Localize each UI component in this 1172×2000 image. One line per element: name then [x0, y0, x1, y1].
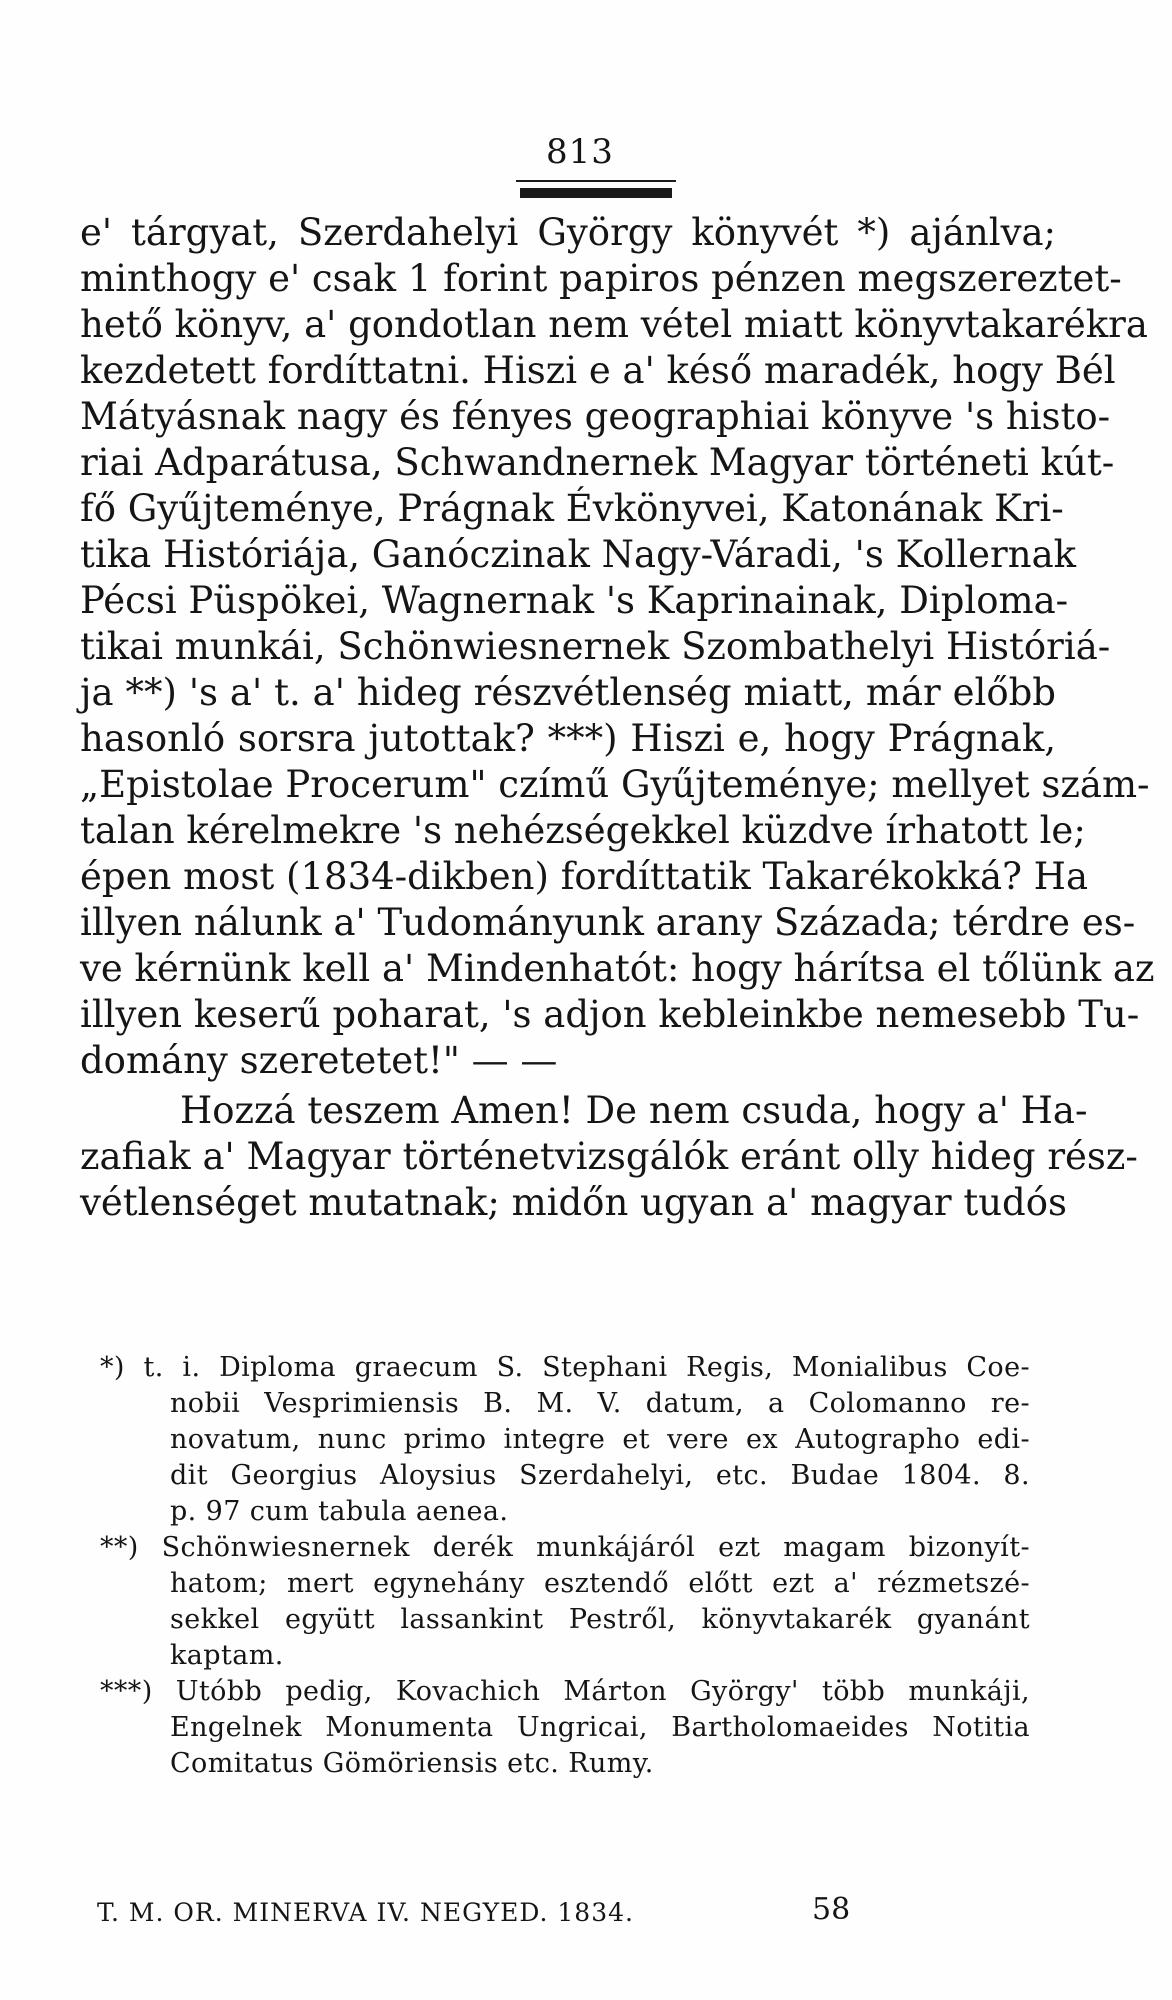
- body-line: illyen nálunk a' Tudományunk arany Százada; térdre es-: [80, 901, 1136, 944]
- footnote-line: nobii Vesprimiensis B. M. V. datum, a Colomanno re-: [170, 1388, 1030, 1419]
- body-line: illyen keserű poharat, 's adjon kebleinkbe nemesebb Tu-: [80, 993, 1140, 1036]
- footnote-line: **) Schönwiesnernek derék munkájáról ezt magam bizonyít-: [100, 1532, 1030, 1563]
- body-line: domány szeretetet!" — —: [80, 1039, 558, 1082]
- body-line: Mátyásnak nagy és fényes geographiai könyve 's histo-: [80, 395, 1111, 438]
- body-line: riai Adparátusa, Schwandnernek Magyar történeti kút-: [80, 441, 1115, 484]
- footnote-line: dit Georgius Aloysius Szerdahelyi, etc. Budae 1804. 8.: [170, 1460, 1030, 1491]
- page-number: 813: [546, 132, 614, 172]
- body-line: Hozzá teszem Amen! De nem csuda, hogy a' Ha-: [180, 1089, 1088, 1132]
- footnote-line: sekkel együtt lassankint Pestről, könyvtakarék gyanánt: [170, 1604, 1030, 1635]
- body-line: kezdetett fordíttatni. Hiszi e a' késő maradék, hogy Bél: [80, 349, 1116, 392]
- footnote-line: p. 97 cum tabula aenea.: [170, 1496, 509, 1527]
- printer-signature: T. M. OR. MINERVA IV. NEGYED. 1834.: [97, 1898, 634, 1927]
- footnote-line: *) t. i. Diploma graecum S. Stephani Regis, Monialibus Coe-: [100, 1352, 1030, 1383]
- body-line: „Epistolae Procerum" czímű Gyűjteménye; mellyet szám-: [80, 763, 1150, 806]
- footnote-line: Comitatus Gömöriensis etc. Rumy.: [170, 1748, 654, 1779]
- body-line: ja **) 's a' t. a' hideg részvétlenség miatt, már előbb: [80, 671, 1056, 714]
- body-line: fő Gyűjteménye, Prágnak Évkönyvei, Katonának Kri-: [80, 487, 1064, 530]
- body-line: tika Históriája, Ganóczinak Nagy-Váradi, 's Kollernak: [80, 533, 1077, 576]
- header-rule-thin: [516, 180, 676, 182]
- body-line: tikai munkái, Schönwiesnernek Szombathelyi Históriá-: [80, 625, 1111, 668]
- signature-number: 58: [812, 1892, 851, 1927]
- body-line: épen most (1834-dikben) fordíttatik Takarékokká? Ha: [80, 855, 1088, 898]
- body-line: e' tárgyat, Szerdahelyi György könyvét *) ajánlva;: [80, 211, 1056, 254]
- body-line: zafiak a' Magyar történetvizsgálók eránt olly hideg rész-: [80, 1135, 1138, 1178]
- body-line: talan kérelmekre 's nehézségekkel küzdve írhatott le;: [80, 809, 1086, 852]
- footnote-line: novatum, nunc primo integre et vere ex Autographo edi-: [170, 1424, 1030, 1455]
- footnote-line: kaptam.: [170, 1640, 284, 1671]
- body-line: hető könyv, a' gondotlan nem vétel miatt könyvtakarékra: [80, 303, 1148, 346]
- footnote-line: hatom; mert egynehány esztendő előtt ezt a' rézmetszé-: [170, 1568, 1030, 1599]
- footnote-line: Engelnek Monumenta Ungricai, Bartholomaeides Notitia: [170, 1712, 1030, 1743]
- body-line: hasonló sorsra jutottak? ***) Hiszi e, hogy Prágnak,: [80, 717, 1056, 760]
- header-rule: [520, 188, 672, 198]
- footnote-line: ***) Utóbb pedig, Kovachich Márton György' több munkáji,: [100, 1676, 1030, 1707]
- body-line: minthogy e' csak 1 forint papiros pénzen megszereztet-: [80, 257, 1122, 300]
- body-line: vétlenséget mutatnak; midőn ugyan a' magyar tudós: [80, 1181, 1067, 1224]
- body-line: Pécsi Püspökei, Wagnernak 's Kaprinainak, Diploma-: [80, 579, 1069, 622]
- body-line: ve kérnünk kell a' Mindenhatót: hogy hárítsa el tőlünk az: [80, 947, 1155, 990]
